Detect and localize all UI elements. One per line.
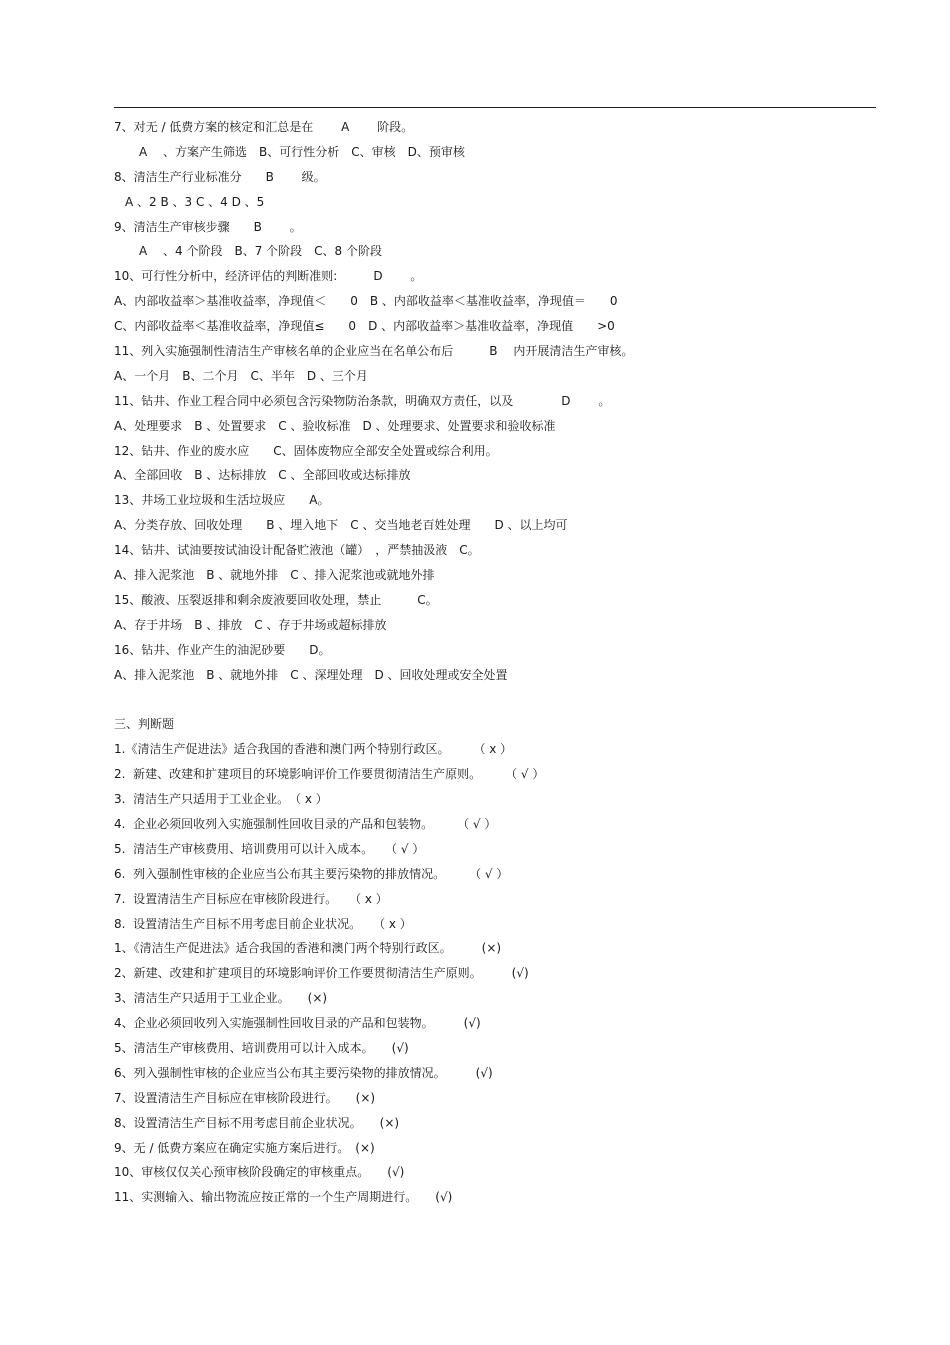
options-line: A、分类存放、回收处理 B 、埋入地下 C 、交当地老百姓处理 D 、以上均可 <box>114 518 568 533</box>
header-rule <box>114 107 876 108</box>
judgment-section-b <box>114 936 874 1210</box>
options-line: A、内部收益率＞基准收益率，净现值＜ 0 B 、内部收益率＜基准收益率，净现值＝ 0 <box>114 294 618 309</box>
options-line: A、排入泥浆池 B 、就地外排 C 、深埋处理 D 、回收处理或安全处置 <box>114 667 508 682</box>
options-line: A、存于井场 B 、排放 C 、存于井场或超标排放 <box>114 617 387 632</box>
document-body <box>114 115 874 1210</box>
judgment-item: 8. 设置清洁生产目标不用考虑目前企业状况。 （ x ） <box>114 916 412 931</box>
question-line: 13、井场工业垃圾和生活垃圾应 A。 <box>114 493 330 508</box>
options-line: A 、方案产生筛选 B、可行性分析 C、审核 D、预审核 <box>139 144 465 159</box>
multiple-choice-section <box>114 115 874 687</box>
question-line: 11、列入实施强制性清洁生产审核名单的企业应当在名单公布后 B 内开展清洁生产审核。 <box>114 344 634 359</box>
judgment-section-a <box>114 737 874 936</box>
section-title: 三、判断题 <box>114 717 175 732</box>
question-line: 14、钻井、试油要按试油设计配备贮液池（罐） ，严禁抽汲液 C。 <box>114 543 480 558</box>
judgment-item: 6、列入强制性审核的企业应当公布其主要污染物的排放情况。 (√) <box>114 1065 493 1080</box>
judgment-item: 4、企业必须回收列入实施强制性回收目录的产品和包装物。 (√) <box>114 1016 481 1031</box>
judgment-item: 7、设置清洁生产目标应在审核阶段进行。 (×) <box>114 1090 376 1105</box>
question-line: 15、酸液、压裂返排和剩余废液要回收处理，禁止 C。 <box>114 592 438 607</box>
judgment-item: 3. 清洁生产只适用于工业企业。 （ x ） <box>114 792 328 807</box>
options-line: A 、4 个阶段 B、7 个阶段 C、8 个阶段 <box>139 244 382 259</box>
question-line: 10、可行性分析中，经济评估的判断准则: D 。 <box>114 269 423 284</box>
options-line: C、内部收益率＜基准收益率，净现值≤ 0 D 、内部收益率＞基准收益率，净现值 >0 <box>114 319 615 334</box>
judgment-item: 5. 清洁生产审核费用、培训费用可以计入成本。 （ √ ） <box>114 841 425 856</box>
judgment-item: 8、设置清洁生产目标不用考虑目前企业状况。 (×) <box>114 1115 400 1130</box>
options-line: A、处理要求 B 、处置要求 C 、验收标准 D 、处理要求、处置要求和验收标准 <box>114 418 556 433</box>
judgment-item: 7. 设置清洁生产目标应在审核阶段进行。 （ x ） <box>114 891 388 906</box>
judgment-item: 1、《清洁生产促进法》适合我国的香港和澳门两个特别行政区。 (×) <box>114 941 502 956</box>
question-line: 9、清洁生产审核步骤 B 。 <box>114 219 302 234</box>
judgment-item: 5、清洁生产审核费用、培训费用可以计入成本。 (√) <box>114 1040 409 1055</box>
judgment-item: 1.《清洁生产促进法》适合我国的香港和澳门两个特别行政区。 （ x ） <box>114 742 513 757</box>
question-line: 8、清洁生产行业标准分 B 级。 <box>114 169 326 184</box>
options-line: A、一个月 B、二个月 C、半年 D 、三个月 <box>114 368 368 383</box>
judgment-item: 9、无 / 低费方案应在确定实施方案后进行。 (×) <box>114 1140 375 1155</box>
options-line: A、排入泥浆池 B 、就地外排 C 、排入泥浆池或就地外排 <box>114 568 435 583</box>
judgment-item: 6. 列入强制性审核的企业应当公布其主要污染物的排放情况。 （ √ ） <box>114 866 509 881</box>
question-line: 7、对无 / 低费方案的核定和汇总是在 A 阶段。 <box>114 120 414 134</box>
judgment-item: 2、新建、改建和扩建项目的环境影响评价工作要贯彻清洁生产原则。 (√) <box>114 966 529 981</box>
options-line: A 、2 B 、3 C 、4 D 、5 <box>125 194 265 209</box>
section-spacer <box>114 687 874 712</box>
question-line: 11、钻井、作业工程合同中必须包含污染物防治条款，明确双方责任，以及 D 。 <box>114 393 611 408</box>
options-line: A、全部回收 B 、达标排放 C 、全部回收或达标排放 <box>114 468 411 483</box>
judgment-item: 11、实测输入、输出物流应按正常的一个生产周期进行。 (√) <box>114 1190 453 1205</box>
question-line: 12、钻井、作业的废水应 C、固体废物应全部安全处置或综合利用。 <box>114 443 498 458</box>
question-line: 16、钻井、作业产生的油泥砂要 D。 <box>114 642 331 657</box>
judgment-item: 3、清洁生产只适用于工业企业。 (×) <box>114 991 328 1006</box>
judgment-item: 10、审核仅仅关心预审核阶段确定的审核重点。 (√) <box>114 1165 405 1180</box>
judgment-item: 2. 新建、改建和扩建项目的环境影响评价工作要贯彻清洁生产原则。 （ √ ） <box>114 767 545 782</box>
judgment-item: 4. 企业必须回收列入实施强制性回收目录的产品和包装物。 （ √ ） <box>114 816 497 831</box>
